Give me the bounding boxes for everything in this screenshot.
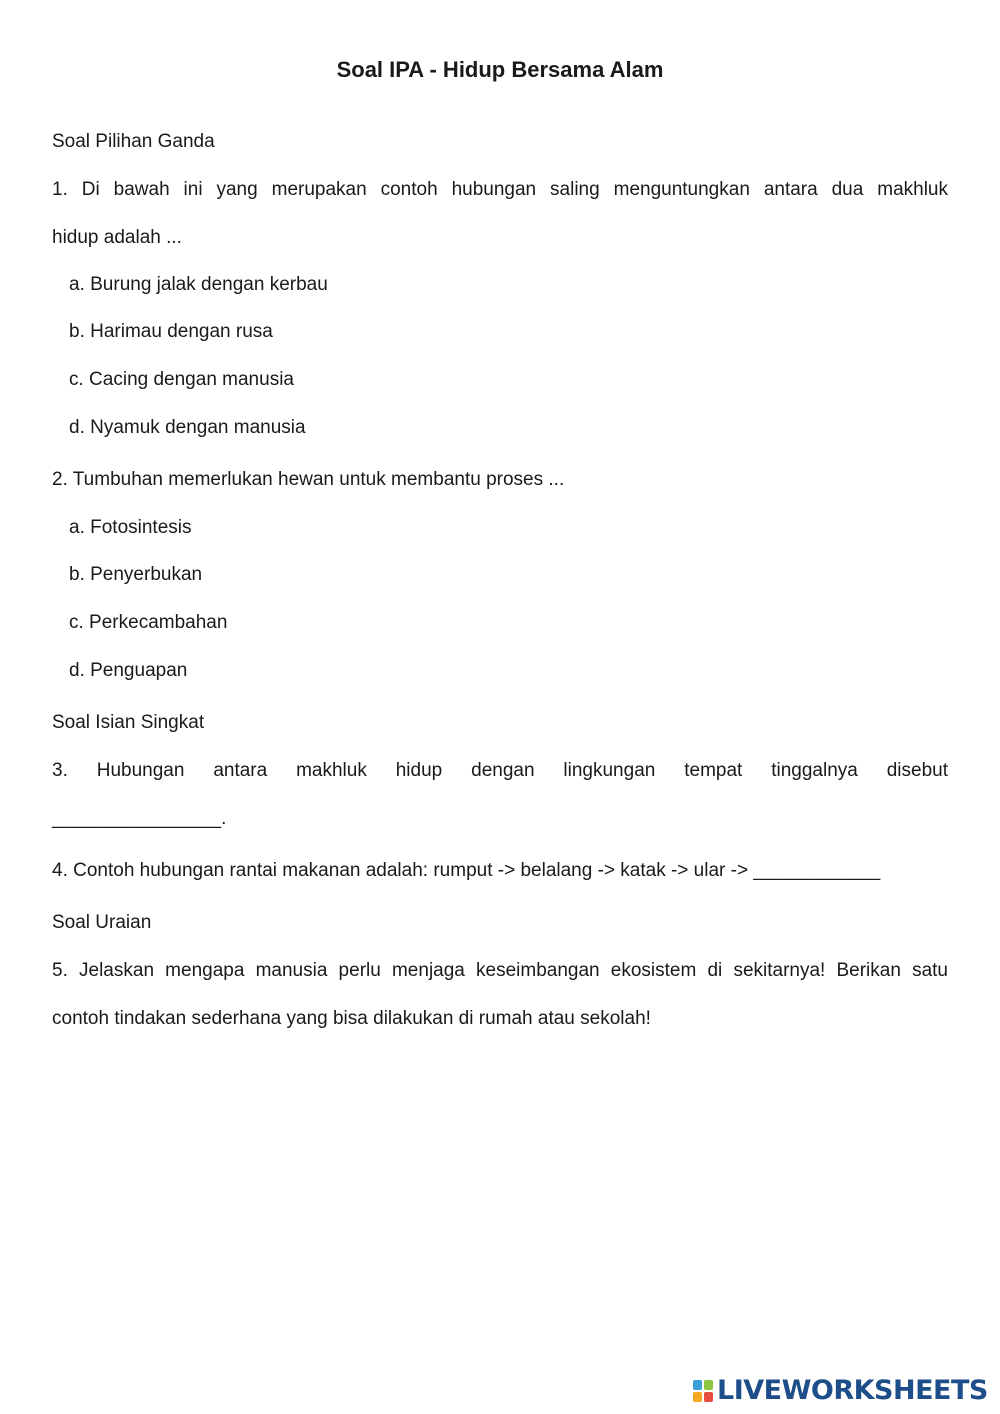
question-1-option-b[interactable]: b. Harimau dengan rusa — [69, 321, 273, 342]
question-2-option-d[interactable]: d. Penguapan — [69, 660, 188, 681]
logo-square-2 — [704, 1380, 713, 1390]
question-1-option-d[interactable]: d. Nyamuk dengan manusia — [69, 417, 306, 438]
logo-square-1 — [693, 1380, 702, 1390]
question-1-line-1: 1. Di bawah ini yang merupakan contoh hubungan saling menguntungkan antara dua makhluk — [52, 179, 948, 200]
question-5-line-2: contoh tindakan sederhana yang bisa dilakukan di rumah atau sekolah! — [52, 1008, 651, 1029]
question-3-answer-blank[interactable]: ________________. — [52, 808, 227, 829]
logo-text: LIVEWORKSHEETS — [717, 1375, 988, 1406]
question-3-line-1: 3. Hubungan antara makhluk hidup dengan lingkungan tempat tinggalnya disebut — [52, 760, 948, 781]
section-heading-isian-singkat: Soal Isian Singkat — [52, 712, 205, 733]
liveworksheets-icon — [693, 1380, 713, 1402]
question-2-option-a[interactable]: a. Fotosintesis — [69, 517, 192, 538]
question-2-text: 2. Tumbuhan memerlukan hewan untuk membantu proses ... — [52, 469, 565, 490]
logo-square-3 — [693, 1392, 702, 1402]
question-4-text[interactable]: 4. Contoh hubungan rantai makanan adalah: rumput -> belalang -> katak -> ular -> ____________ — [52, 860, 881, 881]
question-2-option-c[interactable]: c. Perkecambahan — [69, 612, 228, 633]
section-heading-pilihan-ganda: Soal Pilihan Ganda — [52, 131, 215, 152]
question-1-option-c[interactable]: c. Cacing dengan manusia — [69, 369, 294, 390]
logo-square-4 — [704, 1392, 713, 1402]
question-5-line-1: 5. Jelaskan mengapa manusia perlu menjaga keseimbangan ekosistem di sekitarnya! Berikan satu — [52, 960, 948, 981]
question-2-option-b[interactable]: b. Penyerbukan — [69, 564, 203, 585]
question-1-option-a[interactable]: a. Burung jalak dengan kerbau — [69, 274, 328, 295]
question-1-line-2: hidup adalah ... — [52, 227, 182, 248]
section-heading-uraian: Soal Uraian — [52, 912, 152, 933]
page-title: Soal IPA - Hidup Bersama Alam — [336, 57, 664, 82]
liveworksheets-logo[interactable] — [693, 1375, 988, 1406]
